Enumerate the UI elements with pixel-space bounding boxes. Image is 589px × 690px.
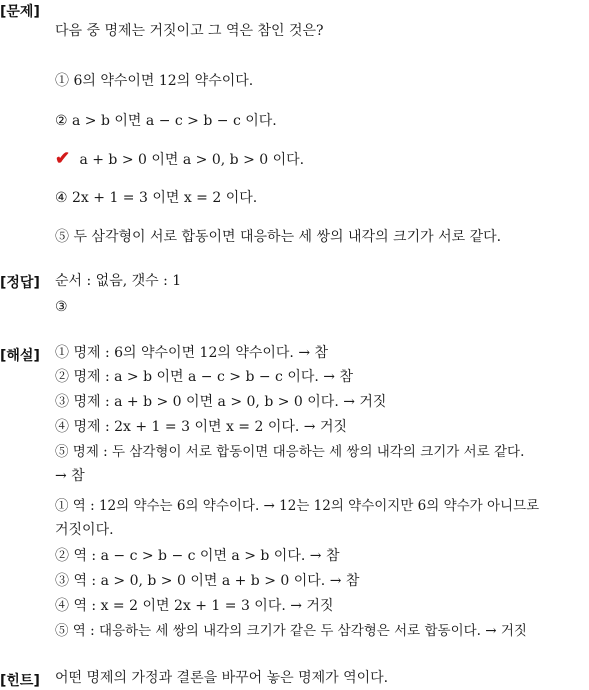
answer-label: [정답]: [0, 275, 40, 291]
explanation-line-8: 거짓이다.: [55, 522, 114, 538]
choice-2-marker: ②: [55, 113, 68, 129]
choice-1-marker: ①: [55, 73, 69, 89]
choice-2[interactable]: [55, 112, 277, 130]
choice-4-marker: ④: [55, 190, 68, 206]
question-text: 다음 중 명제는 거짓이고 그 역은 참인 것은?: [55, 23, 324, 39]
explanation-line-3: ③ 명제 : a + b > 0 이면 a > 0, b > 0 이다. → 거짓: [55, 394, 387, 410]
choice-4-text: 2x + 1 = 3 이면 x = 2 이다.: [67, 190, 258, 206]
hint-text: 어떤 명제의 가정과 결론을 바꾸어 놓은 명제가 역이다.: [55, 670, 389, 686]
explanation-line-4: ④ 명제 : 2x + 1 = 3 이면 x = 2 이다. → 거짓: [55, 419, 348, 435]
choice-5-marker: ⑤: [55, 229, 69, 245]
choice-4[interactable]: [55, 189, 257, 207]
explanation-line-10: ③ 역 : a > 0, b > 0 이면 a + b > 0 이다. → 참: [55, 573, 360, 589]
choice-3-text: a + b > 0 이면 a > 0, b > 0 이다.: [75, 152, 305, 168]
problem-label: [문제]: [0, 4, 40, 20]
choice-3[interactable]: [55, 148, 305, 169]
checkmark-icon: ✔: [55, 148, 71, 169]
explanation-line-1: ① 명제 : 6의 약수이면 12의 약수이다. → 참: [55, 345, 329, 361]
explanation-line-2: ② 명제 : a > b 이면 a − c > b − c 이다. → 참: [55, 369, 353, 385]
explanation-line-5: ⑤ 명제 : 두 삼각형이 서로 합동이면 대응하는 세 쌍의 내각의 크기가 서로 같다.: [55, 444, 525, 460]
choice-1[interactable]: [55, 72, 253, 90]
choice-1-text: 6의 약수이면 12의 약수이다.: [69, 73, 254, 89]
choice-5-text: 두 삼각형이 서로 합동이면 대응하는 세 쌍의 내각의 크기가 서로 같다.: [69, 229, 502, 245]
explanation-line-6: → 참: [55, 468, 85, 484]
explanation-line-12: ⑤ 역 : 대응하는 세 쌍의 내각의 크기가 같은 두 삼각형은 서로 합동이다. → 거짓: [55, 623, 527, 639]
explanation-line-9: ② 역 : a − c > b − c 이면 a > b 이다. → 참: [55, 548, 340, 564]
answer-value: ③: [55, 299, 68, 315]
hint-label: [힌트]: [0, 673, 40, 689]
choice-5[interactable]: [55, 228, 501, 246]
choice-2-text: a > b 이면 a − c > b − c 이다.: [67, 113, 277, 129]
explanation-line-7: ① 역 : 12의 약수는 6의 약수이다. → 12는 12의 약수이지만 6의 약수가 아니므로: [55, 498, 540, 514]
explanation-label: [해설]: [0, 348, 40, 364]
explanation-line-11: ④ 역 : x = 2 이면 2x + 1 = 3 이다. → 거짓: [55, 598, 334, 614]
answer-meta: 순서 : 없음, 갯수 : 1: [55, 273, 182, 289]
